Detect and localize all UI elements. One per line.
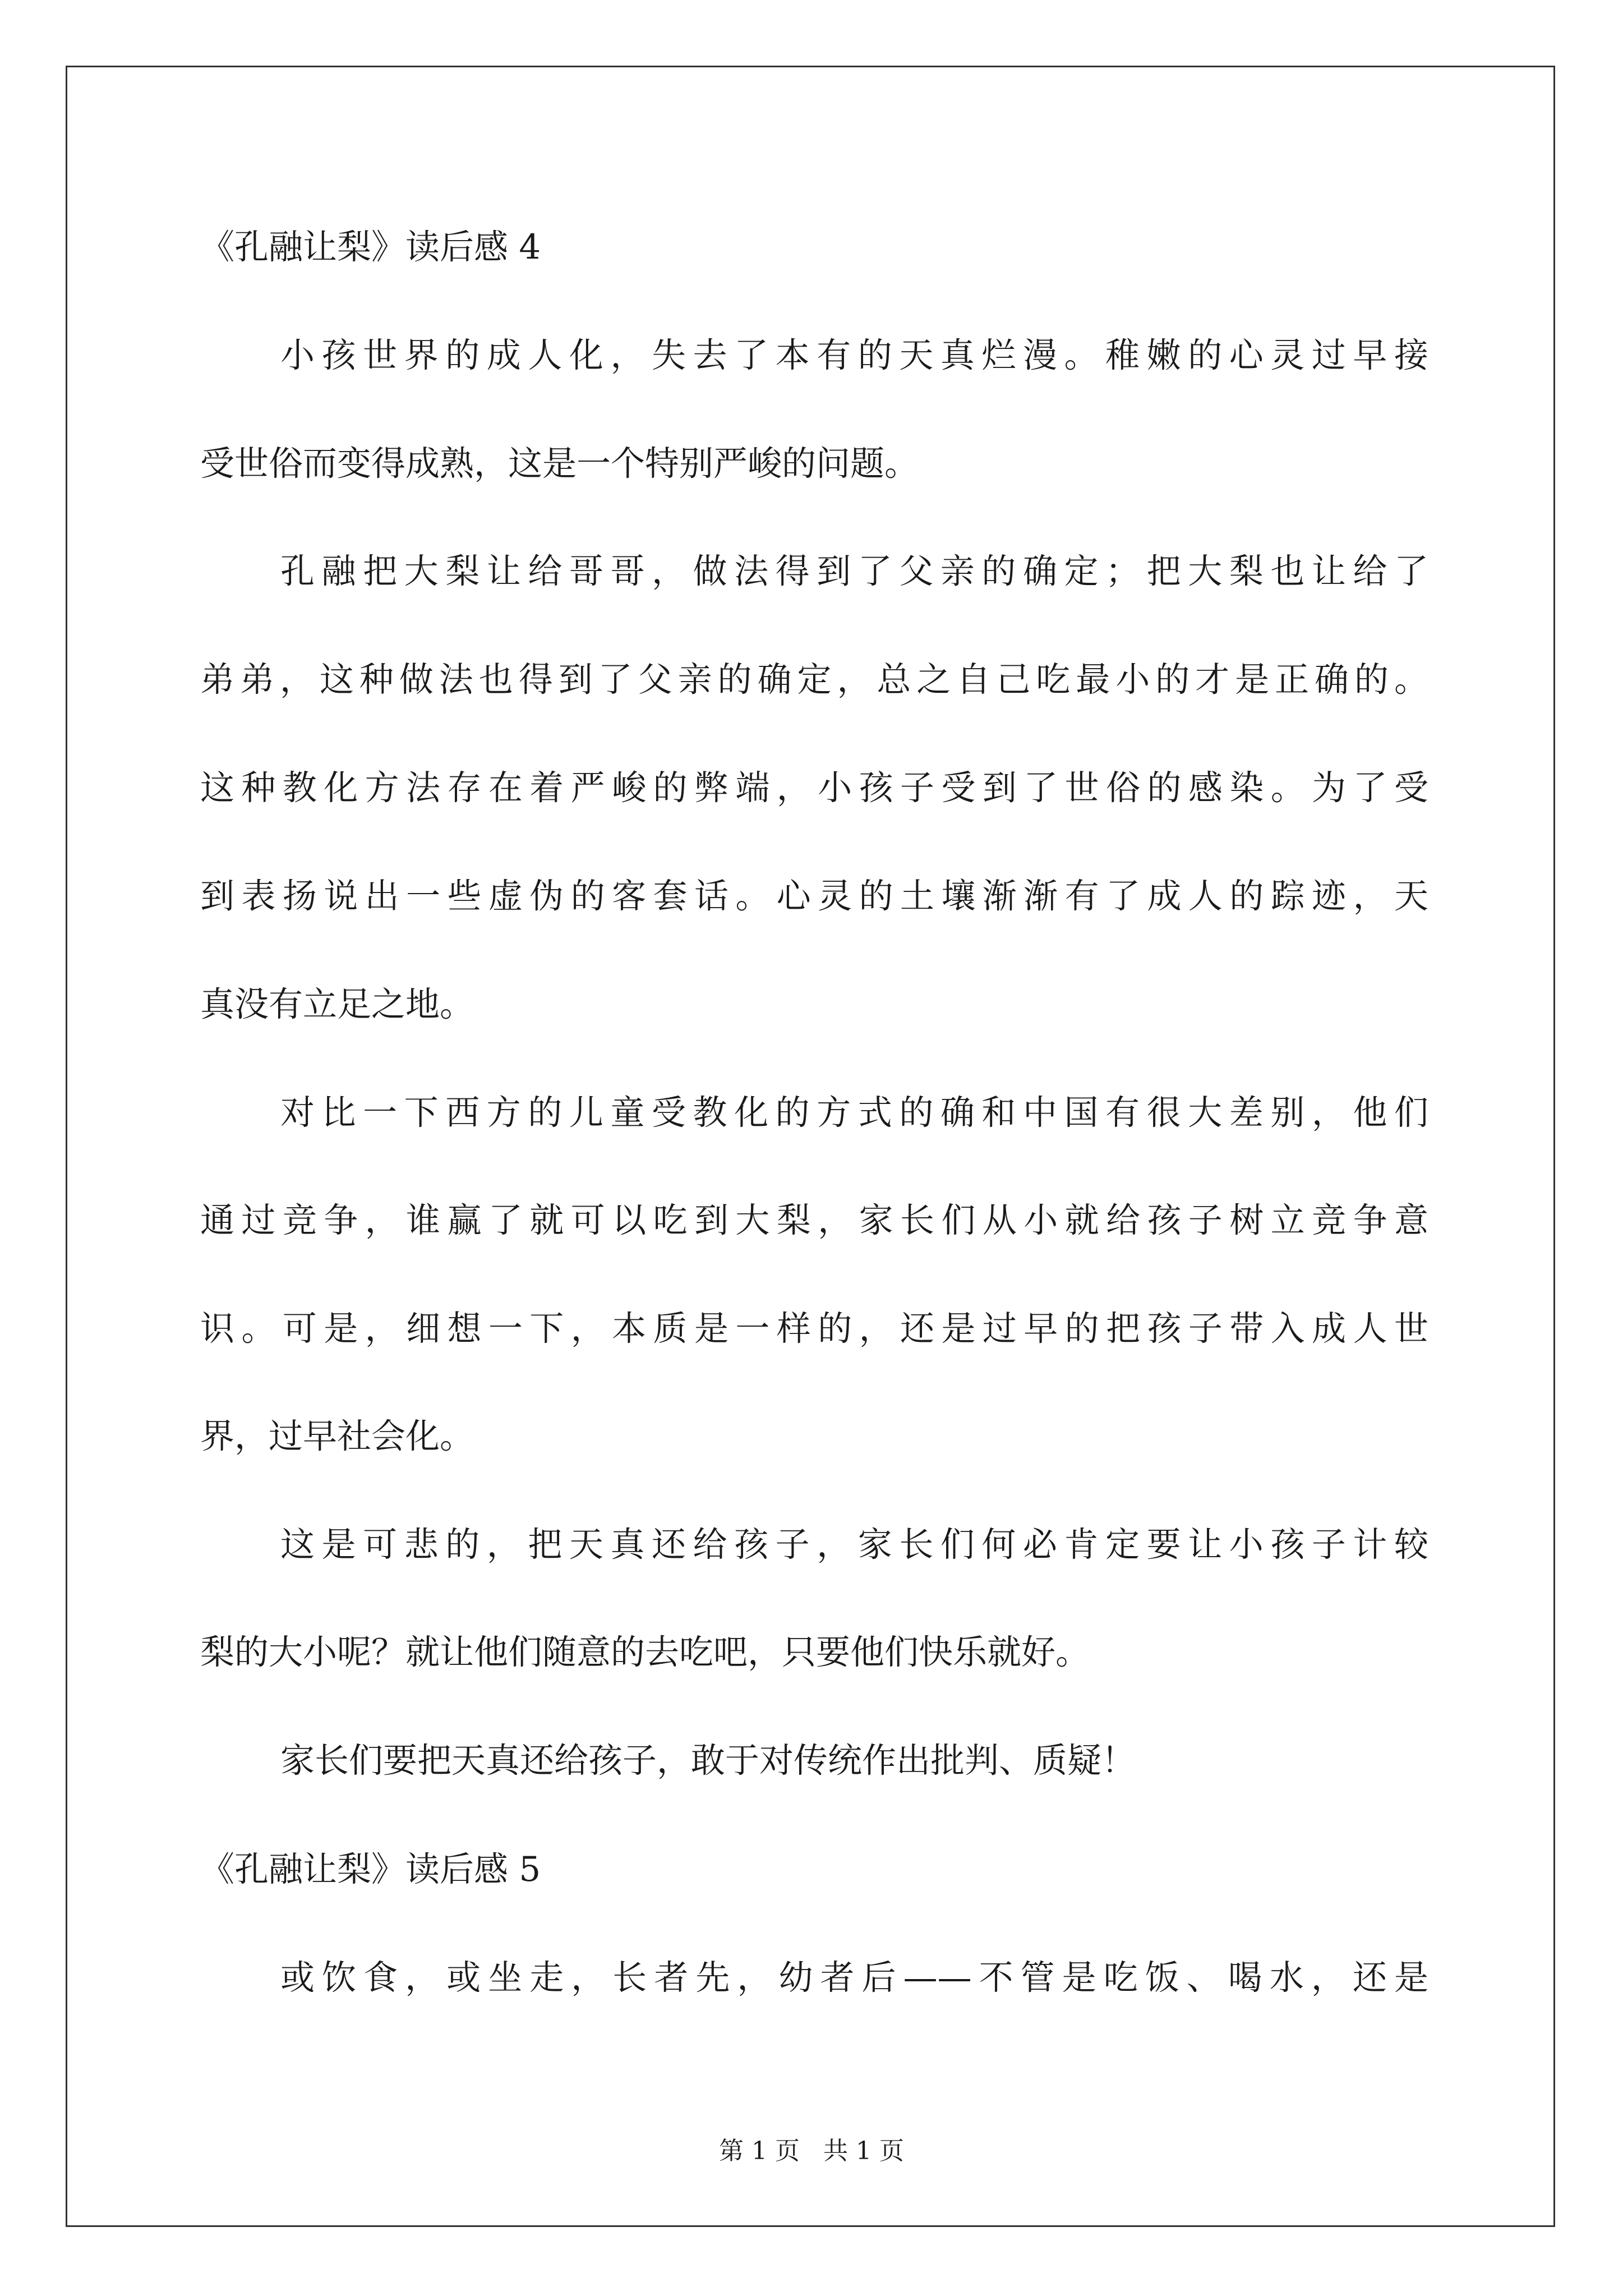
paragraph-line: 识。可是，细想一下，本质是一样的，还是过早的把孩子带入成人世	[200, 1309, 1428, 1349]
paragraph-line: 界，过早社会化。	[200, 1416, 474, 1456]
page-border	[66, 66, 1555, 2227]
page-number-footer: 第 1 页 共 1 页	[719, 2137, 904, 2165]
paragraph-line: 对比一下西方的儿童受教化的方式的确和中国有很大差别，他们	[280, 1093, 1428, 1133]
paragraph-line: 或饮食，或坐走，长者先，幼者后——不管是吃饭、喝水，还是	[280, 1958, 1428, 1998]
essay-heading: 《孔融让梨》读后感 4	[200, 227, 541, 267]
paragraph-line: 通过竞争，谁赢了就可以吃到大梨，家长们从小就给孩子树立竞争意	[200, 1200, 1428, 1240]
essay-heading: 《孔融让梨》读后感 5	[200, 1849, 541, 1889]
paragraph-line: 小孩世界的成人化，失去了本有的天真烂漫。稚嫩的心灵过早接	[280, 335, 1428, 375]
paragraph-line: 这是可悲的，把天真还给孩子，家长们何必肯定要让小孩子计较	[280, 1525, 1428, 1565]
paragraph-line: 真没有立足之地。	[200, 984, 474, 1024]
paragraph-line: 到表扬说出一些虚伪的客套话。心灵的土壤渐渐有了成人的踪迹，天	[200, 876, 1428, 916]
paragraph-line: 家长们要把天真还给孩子，敢于对传统作出批判、质疑！	[280, 1741, 1136, 1780]
paragraph-line: 受世俗而变得成熟，这是一个特别严峻的问题。	[200, 444, 919, 484]
paragraph-line: 这种教化方法存在着严峻的弊端，小孩子受到了世俗的感染。为了受	[200, 768, 1428, 808]
paragraph-line: 梨的大小呢？就让他们随意的去吃吧，只要他们快乐就好。	[200, 1632, 1090, 1672]
paragraph-line: 弟弟，这种做法也得到了父亲的确定，总之自己吃最小的才是正确的。	[200, 660, 1428, 700]
paragraph-line: 孔融把大梨让给哥哥，做法得到了父亲的确定；把大梨也让给了	[280, 551, 1428, 591]
